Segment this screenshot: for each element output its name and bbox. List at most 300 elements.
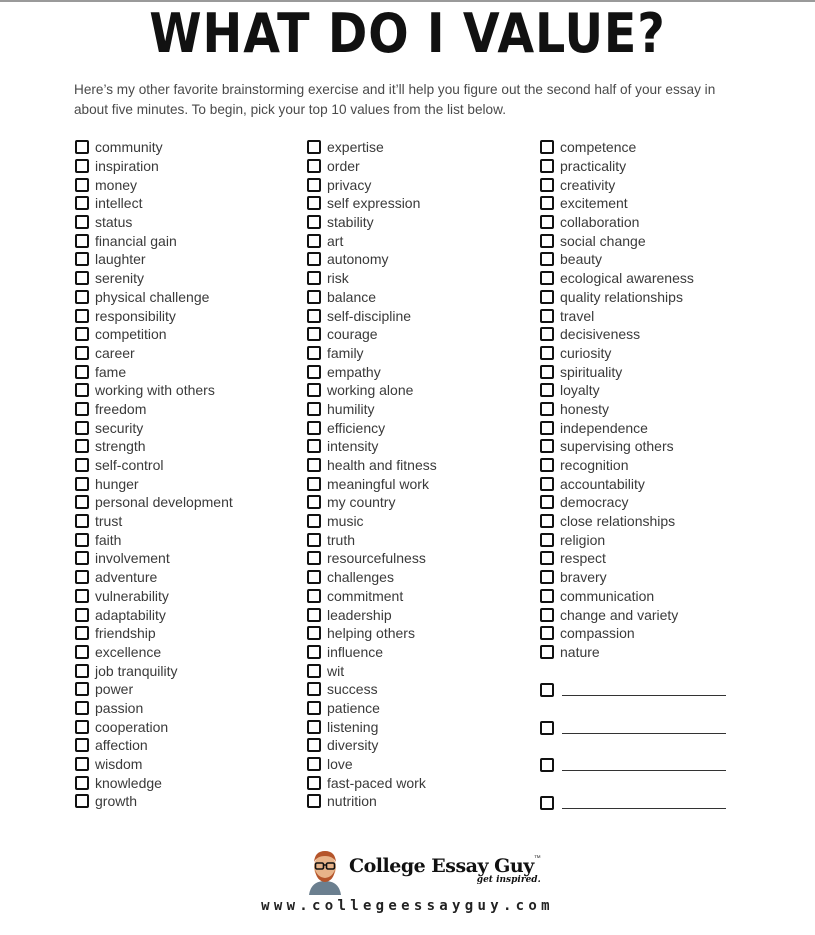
- value-label: trust: [95, 513, 123, 530]
- value-item[interactable]: [307, 493, 437, 512]
- value-label: status: [95, 214, 133, 231]
- values-column-2: [307, 138, 437, 811]
- checkbox[interactable]: [540, 346, 554, 360]
- checkbox[interactable]: [540, 626, 554, 640]
- values-column-1: [75, 138, 233, 811]
- value-label: risk: [327, 270, 349, 287]
- checkbox[interactable]: [307, 701, 321, 715]
- checkbox[interactable]: [540, 645, 554, 659]
- value-item[interactable]: [75, 381, 233, 400]
- checkbox[interactable]: [75, 589, 89, 603]
- value-item[interactable]: [75, 792, 233, 811]
- value-item[interactable]: [75, 138, 233, 157]
- value-item[interactable]: [307, 213, 437, 232]
- checkbox[interactable]: [540, 402, 554, 416]
- value-item[interactable]: [307, 605, 437, 624]
- checkbox[interactable]: [540, 533, 554, 547]
- value-label: my country: [327, 494, 396, 511]
- checkbox[interactable]: [75, 495, 89, 509]
- value-item[interactable]: [75, 437, 233, 456]
- value-item[interactable]: [540, 530, 694, 549]
- checkbox[interactable]: [307, 477, 321, 491]
- blank-entry-row[interactable]: [540, 796, 726, 834]
- checkbox[interactable]: [307, 159, 321, 173]
- value-item[interactable]: [75, 456, 233, 475]
- value-label: passion: [95, 699, 144, 716]
- value-label: independence: [560, 419, 648, 436]
- value-item[interactable]: [307, 288, 437, 307]
- checkbox[interactable]: [540, 514, 554, 528]
- value-item[interactable]: [540, 474, 694, 493]
- value-label: communication: [560, 587, 655, 604]
- value-item[interactable]: [540, 643, 694, 662]
- value-item[interactable]: [307, 512, 437, 531]
- checkbox[interactable]: [307, 252, 321, 266]
- checkbox[interactable]: [307, 608, 321, 622]
- value-item[interactable]: [307, 661, 437, 680]
- checkbox[interactable]: [75, 626, 89, 640]
- value-label: courage: [327, 326, 378, 343]
- value-item[interactable]: [75, 325, 233, 344]
- checkbox[interactable]: [307, 290, 321, 304]
- checkbox[interactable]: [75, 365, 89, 379]
- value-label: collaboration: [560, 214, 640, 231]
- value-label: loyalty: [560, 382, 600, 399]
- value-label: fast-paced work: [327, 774, 426, 791]
- value-label: family: [327, 344, 364, 361]
- checkbox[interactable]: [540, 252, 554, 266]
- value-item[interactable]: [307, 231, 437, 250]
- value-item[interactable]: [307, 138, 437, 157]
- checkbox[interactable]: [307, 178, 321, 192]
- value-item[interactable]: [75, 512, 233, 531]
- value-label: affection: [95, 737, 148, 754]
- checkbox[interactable]: [540, 327, 554, 341]
- value-item[interactable]: [540, 175, 694, 194]
- checkbox[interactable]: [307, 495, 321, 509]
- value-label: money: [95, 176, 138, 193]
- value-label: religion: [560, 531, 606, 548]
- checkbox[interactable]: [75, 701, 89, 715]
- value-item[interactable]: [540, 605, 694, 624]
- value-label: serenity: [95, 270, 145, 287]
- value-label: diversity: [327, 737, 379, 754]
- value-item[interactable]: [307, 250, 437, 269]
- value-label: nature: [560, 643, 600, 660]
- checkbox[interactable]: [540, 683, 554, 697]
- value-item[interactable]: [75, 717, 233, 736]
- value-item[interactable]: [307, 362, 437, 381]
- checkbox[interactable]: [307, 234, 321, 248]
- website-url[interactable]: www.collegeessayguy.com: [261, 898, 554, 914]
- checkbox[interactable]: [75, 514, 89, 528]
- value-item[interactable]: [307, 773, 437, 792]
- value-item[interactable]: [75, 418, 233, 437]
- value-label: health and fitness: [327, 457, 437, 474]
- checkbox[interactable]: [540, 290, 554, 304]
- checkbox[interactable]: [75, 533, 89, 547]
- checkbox[interactable]: [307, 439, 321, 453]
- value-item[interactable]: [307, 568, 437, 587]
- blank-entry-row[interactable]: [540, 683, 726, 721]
- checkbox[interactable]: [75, 309, 89, 323]
- value-item[interactable]: [75, 549, 233, 568]
- value-label: recognition: [560, 457, 629, 474]
- value-item[interactable]: [75, 755, 233, 774]
- value-label: self-discipline: [327, 307, 412, 324]
- checkbox[interactable]: [307, 196, 321, 210]
- value-label: intensity: [327, 438, 379, 455]
- checkbox[interactable]: [540, 159, 554, 173]
- value-label: truth: [327, 531, 356, 548]
- checkbox[interactable]: [75, 458, 89, 472]
- value-label: personal development: [95, 494, 233, 511]
- checkbox[interactable]: [307, 626, 321, 640]
- value-item[interactable]: [75, 493, 233, 512]
- value-label: laughter: [95, 251, 146, 268]
- checkbox[interactable]: [540, 439, 554, 453]
- checkbox[interactable]: [540, 758, 554, 772]
- value-item[interactable]: [540, 587, 694, 606]
- values-column-3: [540, 138, 694, 661]
- value-item[interactable]: [75, 624, 233, 643]
- checkbox[interactable]: [307, 327, 321, 341]
- value-label: close relationships: [560, 513, 676, 530]
- value-label: influence: [327, 643, 384, 660]
- checkbox[interactable]: [75, 234, 89, 248]
- value-item[interactable]: [307, 717, 437, 736]
- value-label: accountability: [560, 475, 645, 492]
- checkbox[interactable]: [75, 720, 89, 734]
- checkbox[interactable]: [75, 757, 89, 771]
- write-in-line[interactable]: [562, 758, 726, 771]
- value-item[interactable]: [75, 661, 233, 680]
- value-item[interactable]: [307, 157, 437, 176]
- value-item[interactable]: [540, 269, 694, 288]
- checkbox[interactable]: [307, 720, 321, 734]
- value-label: listening: [327, 718, 379, 735]
- value-item[interactable]: [75, 175, 233, 194]
- value-item[interactable]: [540, 325, 694, 344]
- checkbox[interactable]: [307, 346, 321, 360]
- value-item[interactable]: [540, 344, 694, 363]
- brand-tagline: get inspired.: [476, 875, 541, 885]
- value-item[interactable]: [540, 400, 694, 419]
- checkbox[interactable]: [75, 140, 89, 154]
- blank-entry-row[interactable]: [540, 721, 726, 759]
- value-item[interactable]: [307, 456, 437, 475]
- value-label: challenges: [327, 569, 394, 586]
- value-label: curiosity: [560, 344, 612, 361]
- value-item[interactable]: [307, 643, 437, 662]
- value-item[interactable]: [540, 288, 694, 307]
- checkbox[interactable]: [540, 271, 554, 285]
- trademark: ™: [533, 855, 541, 862]
- value-item[interactable]: [540, 362, 694, 381]
- value-item[interactable]: [540, 138, 694, 157]
- value-item[interactable]: [75, 605, 233, 624]
- value-label: quality relationships: [560, 288, 683, 305]
- value-item[interactable]: [307, 325, 437, 344]
- value-label: respect: [560, 550, 606, 567]
- value-item[interactable]: [307, 699, 437, 718]
- checkbox[interactable]: [307, 533, 321, 547]
- intro-text: Here’s my other favorite brainstorming exercise and it’ll help you figure out the second half of your essay in about five minutes. To begin, pick your top 10 values from the list below.: [74, 82, 716, 117]
- value-label: physical challenge: [95, 288, 210, 305]
- value-item[interactable]: [75, 306, 233, 325]
- value-label: meaningful work: [327, 475, 429, 492]
- value-label: adaptability: [95, 606, 166, 623]
- checkbox[interactable]: [75, 327, 89, 341]
- blank-entry-row[interactable]: [540, 758, 726, 796]
- value-item[interactable]: [307, 269, 437, 288]
- value-label: democracy: [560, 494, 629, 511]
- checkbox[interactable]: [307, 215, 321, 229]
- value-item[interactable]: [307, 437, 437, 456]
- value-item[interactable]: [75, 736, 233, 755]
- checkbox[interactable]: [75, 439, 89, 453]
- checkbox[interactable]: [540, 458, 554, 472]
- value-item[interactable]: [307, 530, 437, 549]
- checkbox[interactable]: [307, 589, 321, 603]
- checkbox[interactable]: [540, 140, 554, 154]
- value-label: hunger: [95, 475, 139, 492]
- value-label: honesty: [560, 400, 610, 417]
- checkbox[interactable]: [540, 495, 554, 509]
- checkbox[interactable]: [75, 645, 89, 659]
- checkbox[interactable]: [540, 589, 554, 603]
- checkbox[interactable]: [540, 570, 554, 584]
- value-label: commitment: [327, 587, 404, 604]
- value-label: power: [95, 681, 134, 698]
- checkbox[interactable]: [307, 271, 321, 285]
- checkbox[interactable]: [307, 738, 321, 752]
- value-label: order: [327, 158, 360, 175]
- checkbox[interactable]: [540, 551, 554, 565]
- value-label: cooperation: [95, 718, 169, 735]
- value-label: social change: [560, 232, 646, 249]
- value-item[interactable]: [75, 362, 233, 381]
- checkbox[interactable]: [307, 383, 321, 397]
- value-label: bravery: [560, 569, 607, 586]
- value-label: supervising others: [560, 438, 674, 455]
- value-label: fame: [95, 363, 127, 380]
- value-item[interactable]: [307, 792, 437, 811]
- checkbox[interactable]: [75, 178, 89, 192]
- value-label: intellect: [95, 195, 143, 212]
- value-label: expertise: [327, 139, 384, 156]
- value-item[interactable]: [75, 269, 233, 288]
- value-item[interactable]: [307, 418, 437, 437]
- value-item[interactable]: [75, 288, 233, 307]
- value-item[interactable]: [75, 157, 233, 176]
- value-item[interactable]: [540, 250, 694, 269]
- value-item[interactable]: [540, 437, 694, 456]
- checkbox[interactable]: [75, 196, 89, 210]
- value-label: success: [327, 681, 378, 698]
- checkbox[interactable]: [307, 402, 321, 416]
- value-item[interactable]: [75, 643, 233, 662]
- value-label: working with others: [95, 382, 215, 399]
- checkbox[interactable]: [307, 664, 321, 678]
- value-item[interactable]: [307, 344, 437, 363]
- value-label: wisdom: [95, 756, 143, 773]
- value-label: privacy: [327, 176, 372, 193]
- value-item[interactable]: [307, 680, 437, 699]
- value-item[interactable]: [540, 549, 694, 568]
- value-label: competence: [560, 139, 637, 156]
- value-item[interactable]: [307, 400, 437, 419]
- value-label: financial gain: [95, 232, 177, 249]
- value-item[interactable]: [540, 456, 694, 475]
- value-item[interactable]: [75, 699, 233, 718]
- checkbox[interactable]: [307, 551, 321, 565]
- value-item[interactable]: [75, 587, 233, 606]
- value-item[interactable]: [540, 194, 694, 213]
- checkbox[interactable]: [307, 140, 321, 154]
- value-item[interactable]: [75, 680, 233, 699]
- value-item[interactable]: [540, 381, 694, 400]
- checkbox[interactable]: [307, 421, 321, 435]
- value-item[interactable]: [307, 736, 437, 755]
- value-label: strength: [95, 438, 146, 455]
- value-item[interactable]: [307, 381, 437, 400]
- checkbox[interactable]: [540, 383, 554, 397]
- value-item[interactable]: [540, 231, 694, 250]
- value-item[interactable]: [540, 568, 694, 587]
- checkbox[interactable]: [75, 271, 89, 285]
- value-item[interactable]: [540, 512, 694, 531]
- value-item[interactable]: [307, 755, 437, 774]
- checkbox[interactable]: [540, 215, 554, 229]
- value-item[interactable]: [75, 194, 233, 213]
- checkbox[interactable]: [75, 421, 89, 435]
- value-item[interactable]: [75, 530, 233, 549]
- value-label: humility: [327, 400, 375, 417]
- value-label: empathy: [327, 363, 381, 380]
- checkbox[interactable]: [75, 477, 89, 491]
- checkbox[interactable]: [540, 608, 554, 622]
- checkbox[interactable]: [75, 682, 89, 696]
- checkbox[interactable]: [307, 365, 321, 379]
- write-in-line[interactable]: [562, 683, 726, 696]
- checkbox[interactable]: [307, 514, 321, 528]
- checkbox[interactable]: [75, 738, 89, 752]
- value-label: love: [327, 756, 353, 773]
- checkbox[interactable]: [75, 776, 89, 790]
- checkbox[interactable]: [540, 196, 554, 210]
- checkbox[interactable]: [75, 608, 89, 622]
- value-item[interactable]: [307, 175, 437, 194]
- checkbox[interactable]: [307, 757, 321, 771]
- value-label: growth: [95, 793, 138, 810]
- value-label: helping others: [327, 625, 415, 642]
- checkbox[interactable]: [540, 421, 554, 435]
- value-item[interactable]: [75, 400, 233, 419]
- checkbox[interactable]: [307, 776, 321, 790]
- blank-entries: [540, 683, 726, 833]
- value-label: ecological awareness: [560, 270, 694, 287]
- value-label: balance: [327, 288, 377, 305]
- checkbox[interactable]: [75, 215, 89, 229]
- checkbox[interactable]: [540, 234, 554, 248]
- checkbox[interactable]: [540, 796, 554, 810]
- checkbox[interactable]: [75, 570, 89, 584]
- checkbox[interactable]: [75, 159, 89, 173]
- value-label: creativity: [560, 176, 616, 193]
- value-item[interactable]: [307, 306, 437, 325]
- checkbox[interactable]: [540, 477, 554, 491]
- value-item[interactable]: [75, 344, 233, 363]
- checkbox[interactable]: [75, 402, 89, 416]
- value-label: spirituality: [560, 363, 623, 380]
- checkbox[interactable]: [75, 346, 89, 360]
- checkbox[interactable]: [307, 458, 321, 472]
- brand-name: College Essay Guy: [349, 855, 534, 877]
- value-item[interactable]: [307, 549, 437, 568]
- write-in-line[interactable]: [562, 721, 726, 734]
- value-item[interactable]: [75, 231, 233, 250]
- checkbox[interactable]: [540, 309, 554, 323]
- value-label: excitement: [560, 195, 628, 212]
- checkbox[interactable]: [75, 551, 89, 565]
- value-item[interactable]: [540, 213, 694, 232]
- value-label: competition: [95, 326, 167, 343]
- checkbox[interactable]: [75, 664, 89, 678]
- value-label: nutrition: [327, 793, 377, 810]
- value-label: job tranquility: [95, 662, 178, 679]
- checkbox[interactable]: [307, 570, 321, 584]
- checkbox[interactable]: [75, 252, 89, 266]
- value-label: faith: [95, 531, 122, 548]
- value-label: friendship: [95, 625, 156, 642]
- value-item[interactable]: [540, 624, 694, 643]
- value-label: self-control: [95, 457, 164, 474]
- checkbox[interactable]: [307, 645, 321, 659]
- value-item[interactable]: [540, 157, 694, 176]
- value-item[interactable]: [75, 773, 233, 792]
- checkbox[interactable]: [75, 794, 89, 808]
- value-label: autonomy: [327, 251, 389, 268]
- value-item[interactable]: [75, 568, 233, 587]
- value-item[interactable]: [75, 250, 233, 269]
- checkbox[interactable]: [540, 365, 554, 379]
- value-item[interactable]: [540, 306, 694, 325]
- value-label: compassion: [560, 625, 635, 642]
- checkbox[interactable]: [307, 682, 321, 696]
- checkbox[interactable]: [75, 290, 89, 304]
- checkbox[interactable]: [307, 794, 321, 808]
- value-item[interactable]: [540, 418, 694, 437]
- value-item[interactable]: [75, 213, 233, 232]
- value-item[interactable]: [307, 474, 437, 493]
- write-in-line[interactable]: [562, 796, 726, 809]
- checkbox[interactable]: [307, 309, 321, 323]
- value-item[interactable]: [75, 474, 233, 493]
- value-label: resourcefulness: [327, 550, 426, 567]
- value-label: practicality: [560, 158, 627, 175]
- checkbox[interactable]: [540, 178, 554, 192]
- value-item[interactable]: [307, 624, 437, 643]
- checkbox[interactable]: [75, 383, 89, 397]
- value-label: efficiency: [327, 419, 386, 436]
- value-label: art: [327, 232, 344, 249]
- value-item[interactable]: [307, 194, 437, 213]
- checkbox[interactable]: [540, 721, 554, 735]
- value-label: inspiration: [95, 158, 159, 175]
- value-item[interactable]: [307, 587, 437, 606]
- value-item[interactable]: [540, 493, 694, 512]
